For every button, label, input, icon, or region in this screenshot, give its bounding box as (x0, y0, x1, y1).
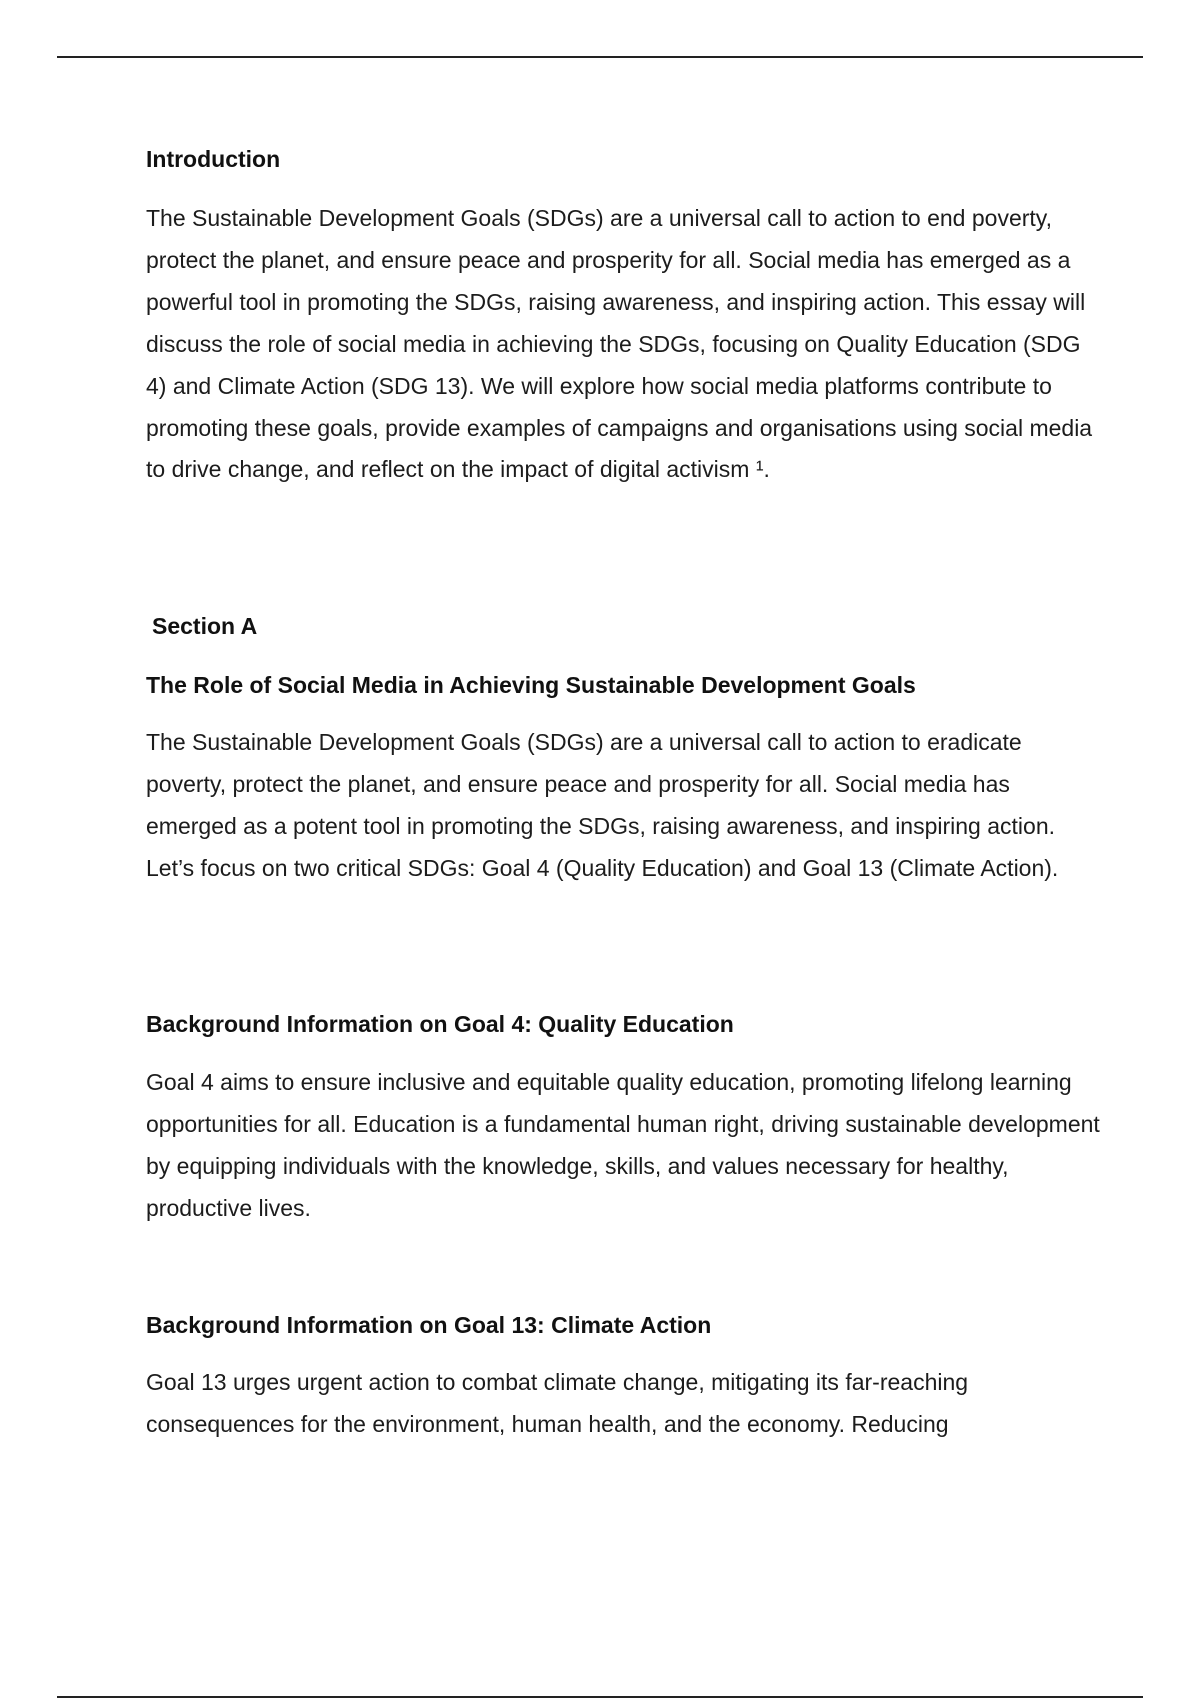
goal13-paragraph: Goal 13 urges urgent action to combat climate change, mitigating its far-reaching consequences for the environment, human health, and the economy. Reducing (146, 1369, 969, 1437)
introduction-paragraph: The Sustainable Development Goals (SDGs) are a universal call to action to end poverty, protect the planet, and ensure peace and prosperity for all. Social media has emerged as a powerful tool in promoting the SDGs, raising awareness, and inspiring action. This essay will discuss the role of social media in achieving the SDGs, focusing on Quality Education (SDG 4) and Climate Action (SDG 13). We will explore how social media platforms contribute to promoting these goals, provide examples of campaigns and organisations using social media to drive change, and reflect on the impact of digital activism ¹. (146, 205, 1093, 483)
goal4-paragraph: Goal 4 aims to ensure inclusive and equitable quality education, promoting lifelong learning opportunities for all. Education is a fundamental human right, driving sustainable development by equipping individuals with the knowledge, skills, and values necessary for healthy, productive lives. (146, 1069, 1100, 1221)
goal13-heading: Background Information on Goal 13: Climate Action (146, 1312, 712, 1338)
top-divider (57, 56, 1143, 58)
role-heading: The Role of Social Media in Achieving Sustainable Development Goals (146, 672, 916, 698)
role-paragraph: The Sustainable Development Goals (SDGs) are a universal call to action to eradicate poverty, protect the planet, and ensure peace and prosperity for all. Social media has emerged as a potent tool in promoting the SDGs, raising awareness, and inspiring action. Let’s focus on two critical SDGs: Goal 4 (Quality Education) and Goal 13 (Climate Action). (146, 729, 1059, 881)
section-a-heading: Section A (152, 613, 258, 639)
bottom-divider (57, 1696, 1143, 1698)
introduction-heading: Introduction (146, 146, 281, 172)
goal4-heading: Background Information on Goal 4: Quality Education (146, 1011, 734, 1037)
